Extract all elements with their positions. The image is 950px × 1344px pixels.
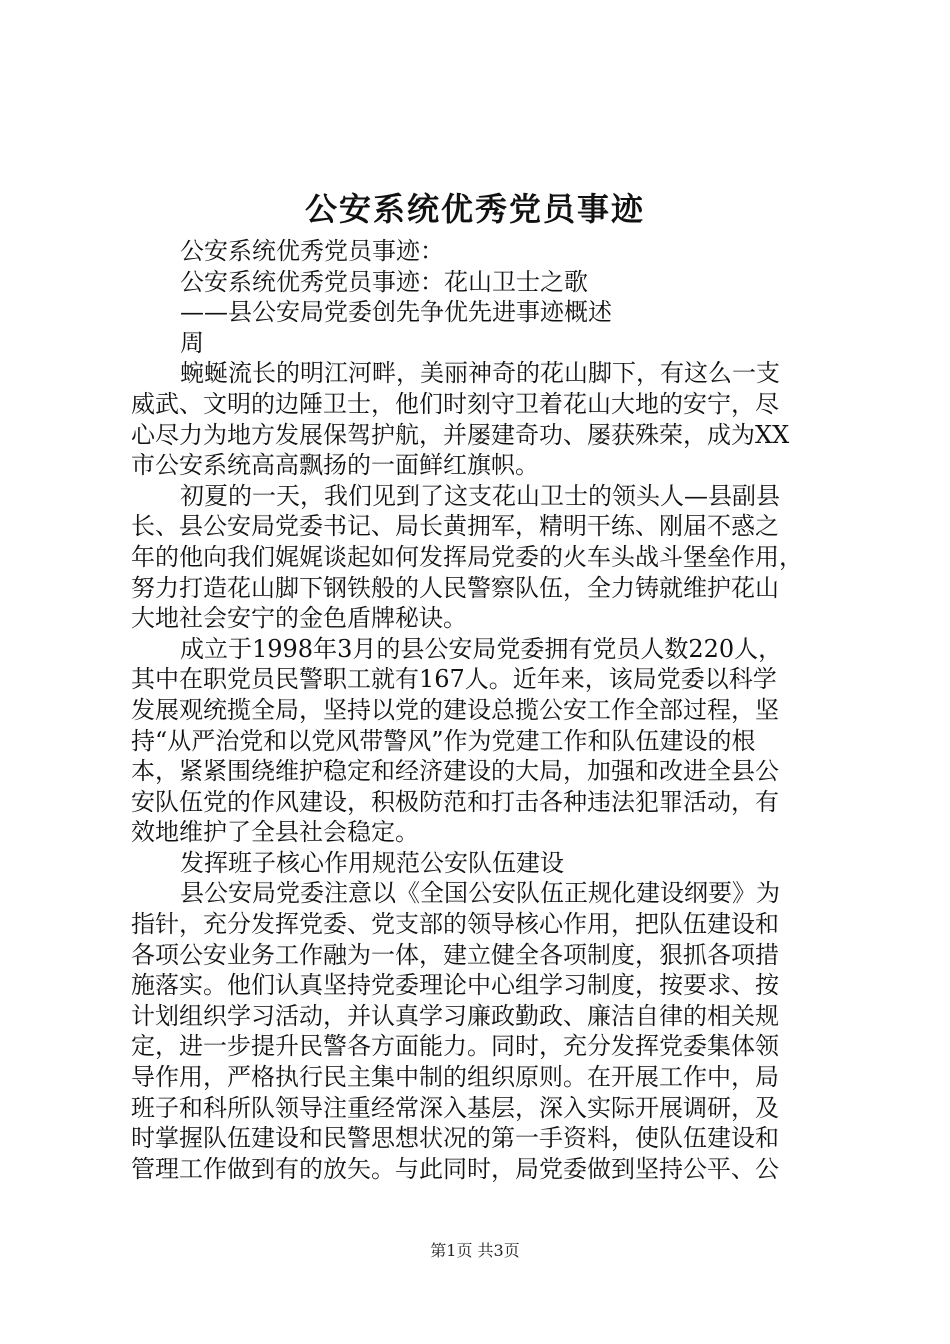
body-line: 市公安系统高高飘扬的一面鲜红旗帜。 [131, 451, 539, 480]
body-line: 蜿蜒流长的明江河畔，美丽神奇的花山脚下，有这么一支 [180, 359, 780, 388]
body-line: 各项公安业务工作融为一体，建立健全各项制度，狠抓各项措 [131, 940, 779, 969]
body-line: 施落实。他们认真坚持党委理论中心组学习制度，按要求、按 [131, 971, 779, 1000]
body-line: 公安系统优秀党员事迹：花山卫士之歌 [180, 267, 588, 296]
body-line: 威武、文明的边陲卫士，他们时刻守卫着花山大地的安宁，尽 [131, 389, 779, 418]
body-line: 时掌握队伍建设和民警思想状况的第一手资料，使队伍建设和 [131, 1124, 779, 1153]
body-line: 指针，充分发挥党委、党支部的领导核心作用，把队伍建设和 [131, 910, 779, 939]
body-line: 计划组织学习活动，并认真学习廉政勤政、廉洁自律的相关规 [131, 1001, 779, 1030]
body-line: 定，进一步提升民警各方面能力。同时，充分发挥党委集体领 [131, 1032, 779, 1061]
body-line: 大地社会安宁的金色盾牌秘诀。 [131, 604, 467, 633]
body-line: 县公安局党委注意以《全国公安队伍正规化建设纲要》为 [180, 879, 780, 908]
body-line: 成立于1998年3月的县公安局党委拥有党员人数220人， [180, 634, 783, 663]
body-line: 长、县公安局党委书记、局长黄拥军，精明干练、刚届不惑之 [131, 512, 779, 541]
body-line: ——县公安局党委创先争优先进事迹概述 [180, 298, 612, 327]
body-line: 心尽力为地方发展保驾护航，并屡建奇功、屡获殊荣，成为XX [131, 420, 790, 449]
document-title: 公安系统优秀党员事迹 [304, 190, 645, 228]
body-line: 导作用，严格执行民主集中制的组织原则。在开展工作中，局 [131, 1063, 779, 1092]
body-line: 管理工作做到有的放矢。与此同时，局党委做到坚持公平、公 [131, 1154, 779, 1183]
body-line: 公安系统优秀党员事迹： [180, 237, 444, 265]
body-line: 年的他向我们娓娓谈起如何发挥局党委的火车头战斗堡垒作用， [131, 542, 803, 571]
body-line: 努力打造花山脚下钢铁般的人民警察队伍，全力铸就维护花山 [131, 573, 779, 602]
body-line: 初夏的一天，我们见到了这支花山卫士的领头人—县副县 [180, 481, 780, 510]
body-line: 发展观统揽全局，坚持以党的建设总揽公安工作全部过程，坚 [131, 695, 779, 724]
body-line: 发挥班子核心作用规范公安队伍建设 [180, 848, 564, 877]
body-line: 持“从严治党和以党风带警风”作为党建工作和队伍建设的根 [131, 726, 756, 755]
body-line: 安队伍党的作风建设，积极防范和打击各种违法犯罪活动，有 [131, 787, 779, 816]
body-line: 本，紧紧围绕维护稳定和经济建设的大局，加强和改进全县公 [131, 757, 779, 786]
document-body [131, 236, 831, 1184]
body-line: 班子和科所队领导注重经常深入基层，深入实际开展调研，及 [131, 1093, 779, 1122]
body-line: 其中在职党员民警职工就有167人。近年来，该局党委以科学 [131, 665, 777, 694]
body-line: 周 [180, 328, 204, 357]
body-line: 效地维护了全县社会稳定。 [131, 818, 419, 847]
page-footer: 第1页 共3页 [430, 1241, 520, 1260]
